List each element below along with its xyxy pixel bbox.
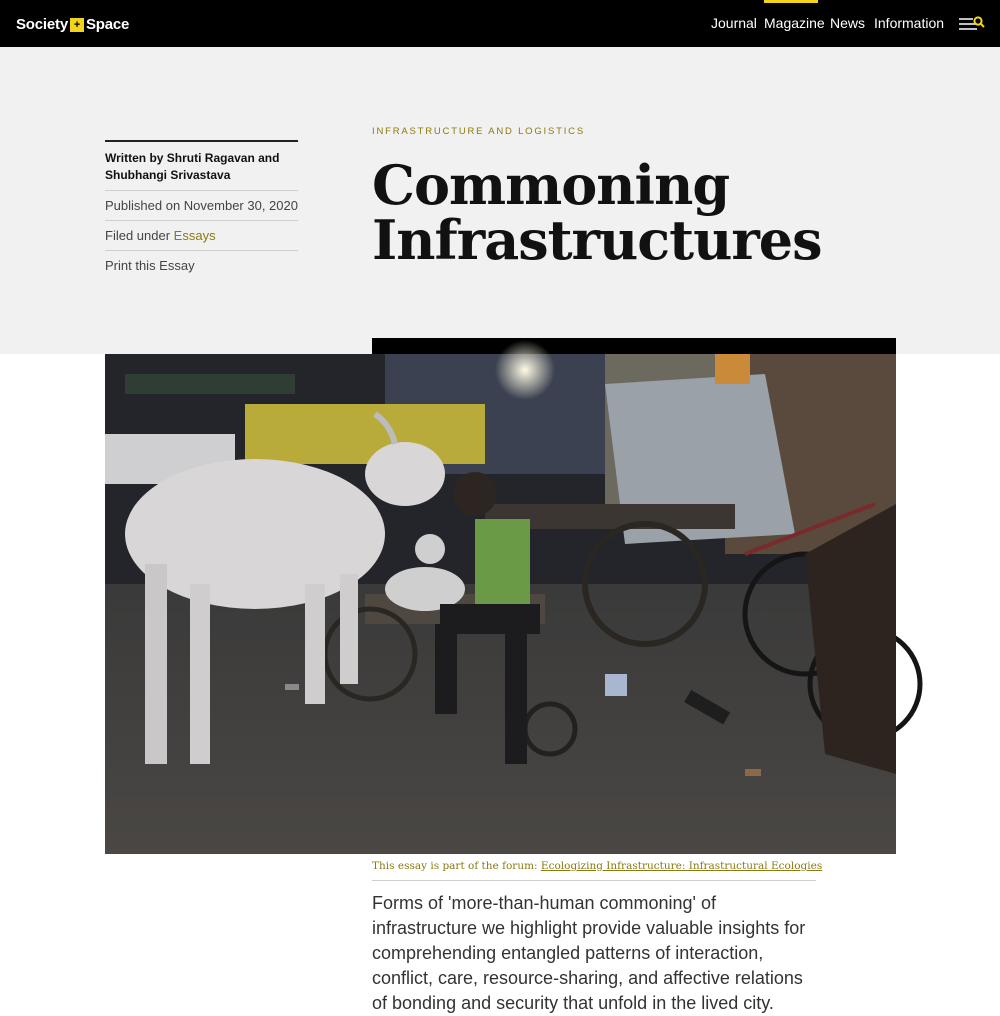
article-title <box>372 153 892 272</box>
image-top-strip <box>372 338 896 354</box>
logo-text-right: Space <box>85 15 130 33</box>
logo-plus-icon: + <box>70 18 84 32</box>
print-essay-link[interactable]: Print this Essay <box>105 258 195 273</box>
main-nav <box>0 0 1000 47</box>
logo-text-left: Society <box>16 15 68 33</box>
title-line-1: Commoning <box>372 153 730 217</box>
filed-under-link[interactable]: Essays <box>173 228 216 243</box>
author-byline: Written by Shruti Ragavan and Shubhangi Srivastava <box>105 142 298 191</box>
forum-note-prefix: This essay is part of the forum: <box>372 860 538 872</box>
nav-magazine[interactable]: Magazine <box>764 15 825 31</box>
filed-under-label: Filed under <box>105 228 171 243</box>
article-intro: Forms of 'more-than-human commoning' of infrastructure we highlight provide valuable insights for comprehending entangled patterns of interaction, conflict, care, resource-sharing, and affective relations of bonding and security that unfold in the lived city. <box>372 893 806 1013</box>
nav-news[interactable]: News <box>830 15 866 31</box>
title-line-2: Infrastructures <box>372 208 822 272</box>
forum-link[interactable]: Ecologizing Infrastructure: Infrastructural Ecologies <box>540 860 823 872</box>
forum-note <box>372 860 823 881</box>
feature-photo <box>105 354 896 854</box>
nav-information[interactable]: Information <box>874 15 945 31</box>
site-header <box>0 0 1000 47</box>
nav-journal[interactable]: Journal <box>711 15 757 31</box>
menu-search-icon[interactable] <box>959 15 985 33</box>
nav-active-indicator <box>764 0 818 3</box>
article-category[interactable]: INFRASTRUCTURE AND LOGISTICS <box>372 126 585 137</box>
filed-under <box>105 221 298 251</box>
published-date: Published on November 30, 2020 <box>105 191 298 221</box>
article-meta <box>105 140 298 281</box>
